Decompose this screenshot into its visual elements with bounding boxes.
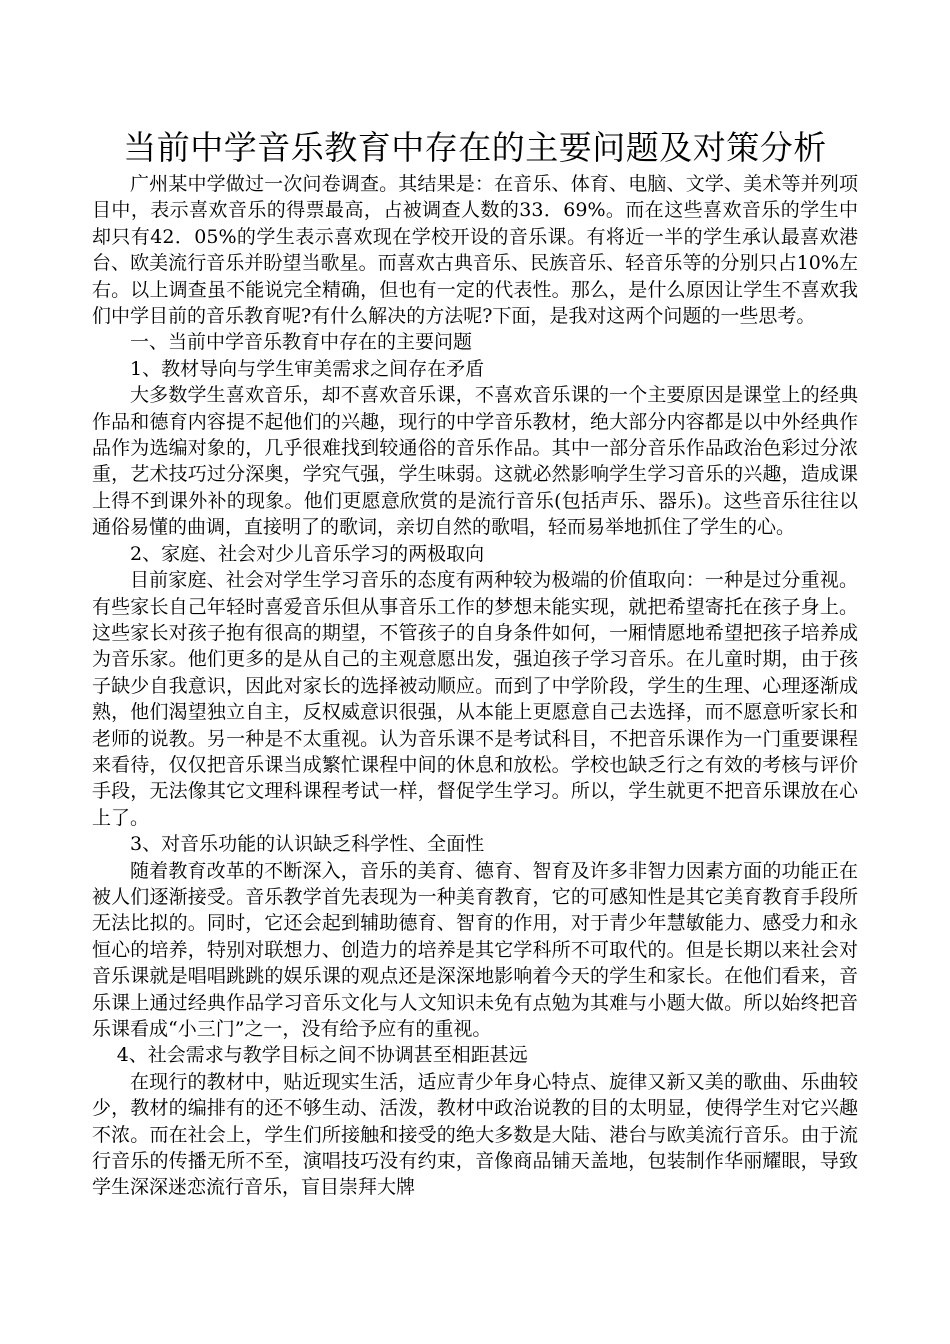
subsection-paragraph-3: 随着教育改革的不断深入，音乐的美育、德育、智育及许多非智力因素方面的功能正在被人们逐渐接受。音乐教学首先表现为一种美育教育，它的可感知性是其它美育教育手段所无法比拟的。同时，它还会起到辅助德育、智育的作用，对于青少年慧敏能力、感受力和永恒心的培养，特别对联想力、创造力的培养是其它学科所不可取代的。但是长期以来社会对音乐课就是唱唱跳跳的娱乐课的观点还是深深地影响着今天的学生和家长。在他们看来，音乐课上通过经典作品学习音乐文化与人文知识未免有点勉为其难与小题大做。所以始终把音乐课看成“小三门”之一，没有给予应有的重视。	[92, 859, 858, 1040]
subsection-paragraph-4: 在现行的教材中，贴近现实生活，适应青少年身心特点、旋律又新又美的歌曲、乐曲较少，教材的编排有的还不够生动、活泼，教材中政治说教的目的太明显，使得学生对它兴趣不浓。而在社会上，学生们所接触和接受的绝大多数是大陆、港台与欧美流行音乐。由于流行音乐的传播无所不至，演唱技巧没有约束，音像商品铺天盖地，包装制作华丽耀眼，导致学生深深迷恋流行音乐，盲目崇拜大牌	[92, 1070, 858, 1199]
subsection-heading-4: 4、社会需求与教学目标之间不协调甚至相距甚远	[116, 1044, 528, 1067]
document-title: 当前中学音乐教育中存在的主要问题及对策分析	[123, 128, 827, 167]
subsection-heading-2: 2、家庭、社会对少儿音乐学习的两极取向	[130, 542, 485, 565]
intro-paragraph: 广州某中学做过一次问卷调查。其结果是：在音乐、体育、电脑、文学、美术等并列项目中，表示喜欢音乐的得票最高，占被调查人数的33．69%。而在这些喜欢音乐的学生中却只有42．05%的学生表示喜欢现在学校开设的音乐课。有将近一半的学生承认最喜欢港台、欧美流行音乐并盼望当歌星。而喜欢古典音乐、民族音乐、轻音乐等的分别只占10%左右。以上调查虽不能说完全精确，但也有一定的代表性。那么，是什么原因让学生不喜欢我们中学目前的音乐教育呢?有什么解决的方法呢?下面，是我对这两个问题的一些思考。	[92, 173, 858, 328]
subsection-paragraph-2: 目前家庭、社会对学生学习音乐的态度有两种较为极端的价值取向：一种是过分重视。有些家长自己年轻时喜爱音乐但从事音乐工作的梦想未能实现，就把希望寄托在孩子身上。这些家长对孩子抱有很高的期望，不管孩子的自身条件如何，一厢情愿地希望把孩子培养成为音乐家。他们更多的是从自己的主观意愿出发，强迫孩子学习音乐。在儿童时期，由于孩子缺少自我意识，因此对家长的选择被动顺应。而到了中学阶段，学生的生理、心理逐渐成熟，他们渴望独立自主，反权威意识很强，从本能上更愿意自己去选择，而不愿意听家长和老师的说教。另一种是不太重视。认为音乐课不是考试科目，不把音乐课作为一门重要课程来看待，仅仅把音乐课当成繁忙课程中间的休息和放松。学校也缺乏行之有效的考核与评价手段，无法像其它文理科课程考试一样，督促学生学习。所以，学生就更不把音乐课放在心上了。	[92, 569, 858, 829]
section-heading-1: 一、当前中学音乐教育中存在的主要问题	[130, 331, 473, 354]
document-body	[92, 171, 858, 1201]
subsection-heading-1: 1、教材导向与学生审美需求之间存在矛盾	[130, 357, 485, 380]
subsection-paragraph-1: 大多数学生喜欢音乐，却不喜欢音乐课，不喜欢音乐课的一个主要原因是课堂上的经典作品和德育内容提不起他们的兴趣，现行的中学音乐教材，绝大部分内容都是以中外经典作品作为选编对象的，几乎很难找到较通俗的音乐作品。其中一部分音乐作品政治色彩过分浓重，艺术技巧过分深奥，学究气强，学生味弱。这就必然影响学生学习音乐的兴趣，造成课上得不到课外补的现象。他们更愿意欣赏的是流行音乐(包括声乐、器乐)。这些音乐往往以通俗易懂的曲调，直接明了的歌词，亲切自然的歌唱，轻而易举地抓住了学生的心。	[92, 384, 858, 539]
subsection-heading-3: 3、对音乐功能的认识缺乏科学性、全面性	[130, 833, 485, 856]
